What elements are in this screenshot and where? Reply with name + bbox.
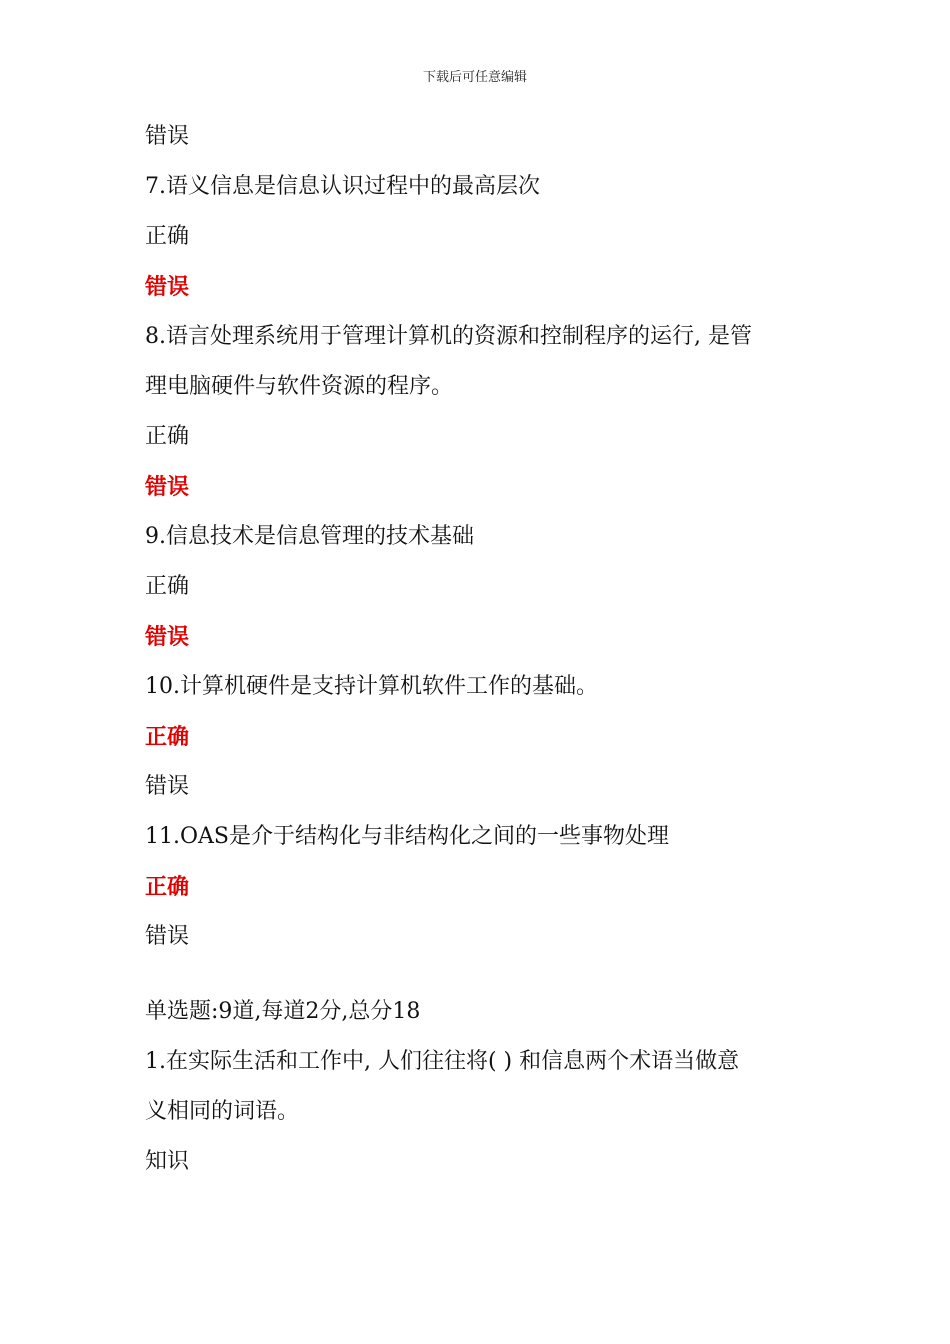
option-incorrect: 错误: [145, 124, 190, 149]
question-1-continued: 义相同的词语。: [145, 1099, 300, 1124]
option-incorrect-selected: 错误: [145, 274, 190, 300]
question-9: 9.信息技术是信息管理的技术基础: [145, 524, 474, 549]
option-correct-selected: 正确: [145, 874, 190, 900]
question-10: 10.计算机硬件是支持计算机软件工作的基础。: [145, 674, 598, 699]
option-incorrect: 错误: [145, 774, 190, 799]
option-correct-selected: 正确: [145, 724, 190, 750]
option-correct: 正确: [145, 424, 190, 449]
question-7: 7.语义信息是信息认识过程中的最高层次: [145, 174, 540, 199]
question-11: 11.OAS是介于结构化与非结构化之间的一些事物处理: [145, 824, 669, 849]
option-knowledge: 知识: [145, 1149, 190, 1174]
option-incorrect-selected: 错误: [145, 474, 190, 500]
option-correct: 正确: [145, 574, 190, 599]
option-correct: 正确: [145, 224, 190, 249]
option-incorrect: 错误: [145, 924, 190, 949]
question-8-continued: 理电脑硬件与软件资源的程序。: [145, 374, 454, 399]
question-1: 1.在实际生活和工作中, 人们往往将( ) 和信息两个术语当做意: [145, 1049, 740, 1074]
page-header: 下载后可任意编辑: [422, 70, 527, 85]
section-heading-single-choice: 单选题:9道,每道2分,总分18: [145, 999, 421, 1024]
question-8: 8.语言处理系统用于管理计算机的资源和控制程序的运行, 是管: [145, 324, 752, 349]
option-incorrect-selected: 错误: [145, 624, 190, 650]
